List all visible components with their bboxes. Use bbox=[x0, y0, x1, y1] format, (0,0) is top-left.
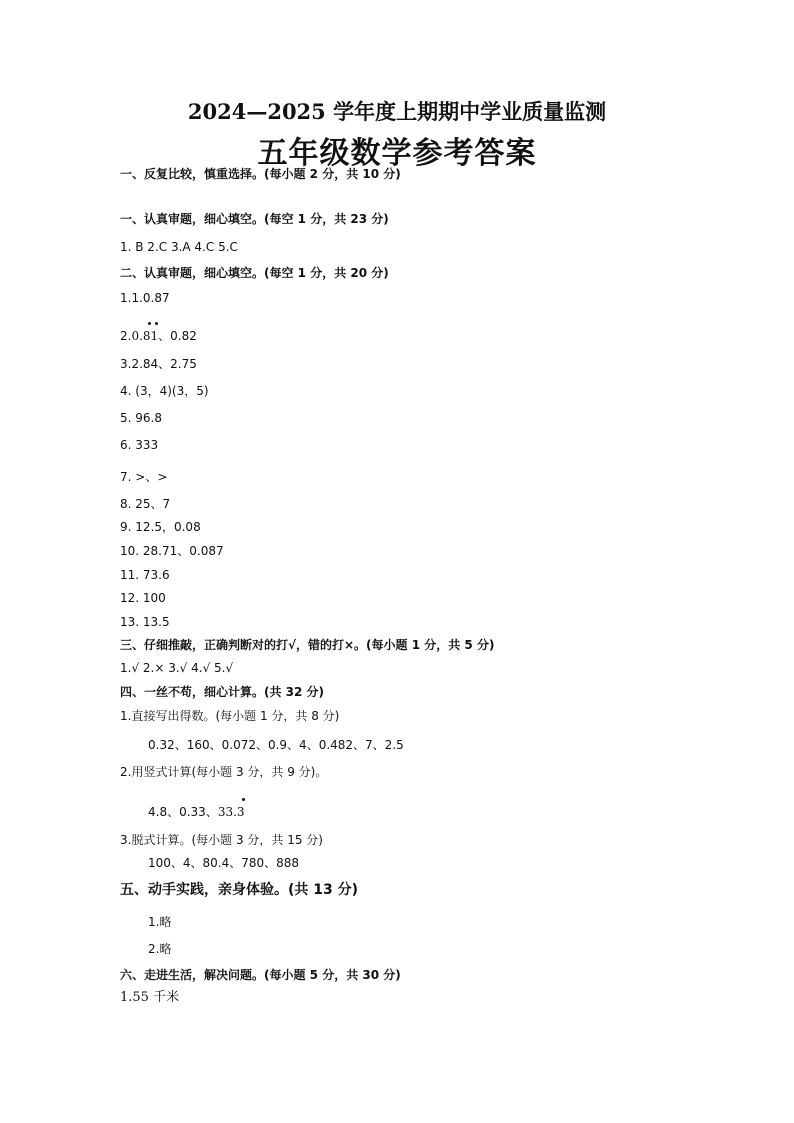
section-2-item-12: 12. 100 bbox=[120, 591, 166, 605]
section-2-item-13: 13. 13.5 bbox=[120, 615, 170, 629]
section-1-heading: 一、反复比较，慎重选择。(每小题 2 分，共 10 分) bbox=[120, 167, 401, 181]
section-2-item-8: 8. 25、7 bbox=[120, 497, 171, 511]
section-6-heading: 六、走进生活，解决问题。(每小题 5 分，共 30 分) bbox=[120, 968, 401, 982]
section-5-item-2: 2.略 bbox=[148, 942, 172, 956]
section-5-heading: 五、动手实践，亲身体验。(共 13 分) bbox=[120, 882, 359, 898]
section-4-part-3-answers: 100、4、80.4、780、888 bbox=[148, 856, 300, 870]
section-2-item-9: 9. 12.5，0.08 bbox=[120, 520, 201, 534]
section-4-part-1-heading: 1.直接写出得数。(每小题 1 分，共 8 分) bbox=[120, 709, 340, 723]
section-6-first-answer: 1.55 千米 bbox=[120, 990, 180, 1005]
section-1b-answers: 1. B 2.C 3.A 4.C 5.C bbox=[120, 240, 238, 254]
section-4-part-2-heading: 2.用竖式计算(每小题 3 分，共 9 分)。 bbox=[120, 765, 328, 779]
section-3-heading: 三、仔细推敲，正确判断对的打√，错的打×。(每小题 1 分，共 5 分) bbox=[120, 638, 495, 652]
section-1b-heading: 一、认真审题，细心填空。(每空 1 分，共 23 分) bbox=[120, 212, 389, 226]
recurring-dot-icon bbox=[242, 798, 245, 801]
recurring-decimal bbox=[218, 804, 245, 820]
section-2-item-2 bbox=[120, 328, 197, 344]
section-2-item-2-rest: 、0.82 bbox=[158, 329, 197, 343]
section-2-item-4: 4. (3，4)(3，5) bbox=[120, 384, 209, 398]
section-2-item-2-number: 2. bbox=[120, 329, 132, 343]
section-2-item-3: 3.2.84、2.75 bbox=[120, 357, 197, 371]
section-2-item-11: 11. 73.6 bbox=[120, 568, 170, 582]
recurring-dot-icon bbox=[148, 322, 151, 325]
document-title: 2024—2025 学年度上期期中学业质量监测 bbox=[187, 99, 607, 124]
recurring-decimal-value: 0.81 bbox=[131, 329, 159, 343]
recurring-decimal bbox=[131, 328, 158, 344]
recurring-dot-icon bbox=[155, 322, 158, 325]
section-4-heading: 四、一丝不苟，细心计算。(共 32 分) bbox=[120, 685, 325, 699]
section-2-item-5: 5. 96.8 bbox=[120, 411, 162, 425]
section-5-item-1: 1.略 bbox=[148, 915, 172, 929]
document-subtitle: 五年级数学参考答案 bbox=[257, 136, 537, 171]
section-2-item-6: 6. 333 bbox=[120, 438, 159, 452]
section-2-item-10: 10. 28.71、0.087 bbox=[120, 544, 224, 558]
section-2-item-1: 1.1.0.87 bbox=[120, 291, 170, 305]
section-4-part-2-answers bbox=[148, 804, 245, 820]
section-4-part-1-answers: 0.32、160、0.072、0.9、4、0.482、7、2.5 bbox=[148, 738, 404, 752]
recurring-decimal-value: 33.3 bbox=[217, 805, 245, 819]
section-4-part-2-prefix: 4.8、0.33、 bbox=[148, 805, 218, 819]
section-4-part-3-heading: 3.脱式计算。(每小题 3 分，共 15 分) bbox=[120, 833, 323, 847]
section-3-answers: 1.√ 2.× 3.√ 4.√ 5.√ bbox=[120, 661, 234, 675]
section-2-heading: 二、认真审题，细心填空。(每空 1 分，共 20 分) bbox=[120, 266, 389, 280]
section-2-item-7: 7. >、> bbox=[120, 470, 168, 484]
